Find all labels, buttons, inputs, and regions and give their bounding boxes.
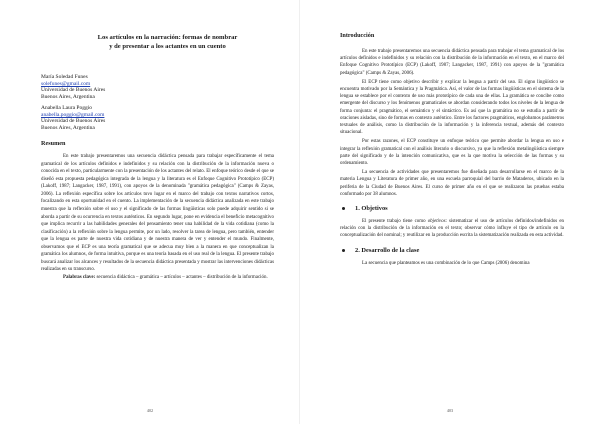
author-affiliation: Universidad de Buenos Aires <box>41 87 106 94</box>
section-title: 2. Desarrollo de la clase <box>355 246 420 254</box>
title-line-1: Los artículos en la narración: formas de nombrar <box>97 34 238 41</box>
introduccion-heading: Introducción <box>340 32 375 39</box>
objetivos-paragraph <box>340 218 564 240</box>
objetivos-rest: : sistematizar el uso de artículos definidos/indefinidos en relación con la distribución de la información en el texto; observar cómo influye el tipo de artículo en la conceptualización del nominal; y reutilizar en la producción escrita la sistematización realizada en esta actividad. <box>340 219 564 239</box>
author-name: María Soledad Funes <box>41 74 88 81</box>
bullet-icon <box>342 249 345 252</box>
section-title: 1. Objetivos <box>355 205 388 213</box>
objetivos-italic: objetivos <box>427 219 446 225</box>
intro-paragraph-1: En este trabajo presentaremos una secuencia didáctica pensada para trabajar el tema gramatical de los artículos definidos e indefinidos y su relación con la distribución de la información en el texto, en el marco del Enfoque Cognitivo Prototípico (ECP) (Lakoff, 1987; Langacker, 1987, 1991) con apoyos de la "gramática pedagógica" (Camps & Zayas, 2006). <box>340 49 564 76</box>
section-heading-desarrollo <box>340 246 564 255</box>
right-page <box>300 0 600 424</box>
intro-paragraph-4: La secuencia de actividades que presentaremos fue diseñada para desarrollarse en el marco de la materia Lengua y Literatura de primer año, en una escuela parroquial del barrio de Mataderos, ubicado en la periferia de la Ciudad de Buenos Aires. El curso de primer año en el que se realizaron las pruebas estaba conformado por 38 alumnos. <box>340 170 564 197</box>
title-line-2: y de presentar a los actantes en un cuento <box>109 42 226 50</box>
author-name: Anabella Laura Poggio <box>41 105 93 112</box>
author-block-2 <box>41 105 274 131</box>
author-location: Buenos Aires, Argentina <box>41 124 95 131</box>
keywords-paragraph <box>41 274 274 282</box>
author-affiliation: Universidad de Buenos Aires <box>41 118 106 125</box>
page-number-left: 402 <box>146 408 154 413</box>
objetivos-lead: El presente trabajo tiene como <box>362 219 428 225</box>
keywords-label: Palabras clave: <box>63 274 96 280</box>
intro-paragraph-2: El ECP tiene como objetivo describir y explicar la lengua a partir del uso. El signo lingüístico se encuentra motivado por la Semántica y la Pragmática. Así, el valor de las formas lingüísticas en el sistema de la lengua se establece por el contexto de uso más prototípico de cada una de ellas. La gramática se concibe como emergente del discurso y los fenómenos gramaticales se abordan considerando todos los niveles de la lengua de forma conjunta: el pragmático, el semántico y el sintáctico. Es así que la gramática no se estudia a partir de oraciones aisladas, sino de formas en contexto auténtico. Entre los factores pragmáticos, englobamos parámetros textuales de análisis, como la distribución de la información y la inferencia textual, además del contexto situacional. <box>340 79 564 136</box>
bullet-icon <box>342 207 345 210</box>
author-email-link[interactable]: solefunes@gmail.com <box>41 80 91 87</box>
intro-paragraph-3: Por estas razones, el ECP constituye un enfoque teórico que permite abordar la lengua en uso e integrar la reflexión gramatical con el análisis literario o discursivo, ya que la reflexión metalingüística siempre parte del significado y de la intención comunicativa, que es la que motiva la selección de las formas y su ordenamiento. <box>340 139 564 167</box>
keywords-text: secuencia didáctica – gramática – artículos – actantes – distribución de la información. <box>96 274 268 280</box>
resumen-heading: Resumen <box>41 140 66 148</box>
section-heading-objetivos <box>340 204 564 213</box>
author-location: Buenos Aires, Argentina <box>41 93 95 100</box>
page-number-right: 403 <box>446 408 454 413</box>
author-email-link[interactable]: anabella.poggio@gmail.com <box>41 111 105 118</box>
resumen-paragraph: En este trabajo presentaremos una secuencia didáctica pensada para trabajar específicamente el tema gramatical de los artículos definidos e indefinidos y su relación con la distribución de la información nueva o conocida en el texto, particularmente con la presentación de los actantes del relato. El enfoque teórico desde el que se diseñó esta propuesta pedagógica integrada de la lengua y la literatura es el Enfoque Cognitivo Prototípico (ECP) (Lakoff, 1987; Langacker, 1987, 1991), con apoyos de la denominada "gramática pedagógica" (Camps & Zayas, 2006). La reflexión específica sobre los artículos tuvo lugar en el marco del trabajo con textos narrativos cortos, focalizando en esta oportunidad en el cuento. La implementación de la secuencia didáctica analizada en este trabajo muestra que la reflexión sobre el uso y el significado de las formas lingüísticas solo puede adquirir sentido si se aborda a partir de su ocurrencia en textos auténticos. En segundo lugar, pone en evidencia el beneficio metacognitivo que implica recurrir a las habilidades generales del pensamiento tener una habilidad de la vida cotidiana (como la clasificación) a la reflexión sobre la lengua permite, por un lado, resolver la tarea de lengua, pero también, entender que la lengua es parte de nuestra vida cotidiana y de nuestra manera de ver y entender el mundo. Finalmente, observamos que el ECP es una teoría gramatical que se adecua muy bien a la manera en que conceptualizan la gramática los alumnos, de forma intuitiva, porque es una teoría basada en el uso real de la lengua. El presente trabajo buscará analizar los alcances y resultados de la secuencia didáctica presentada y mostrar las intervenciones didácticas realizadas en su transcurso. <box>41 154 274 273</box>
desarrollo-paragraph: La secuencia que planteamos es una combinación de lo que Camps (2006) denomina <box>362 260 530 266</box>
article-title <box>41 34 274 51</box>
author-block-1 <box>41 74 274 100</box>
